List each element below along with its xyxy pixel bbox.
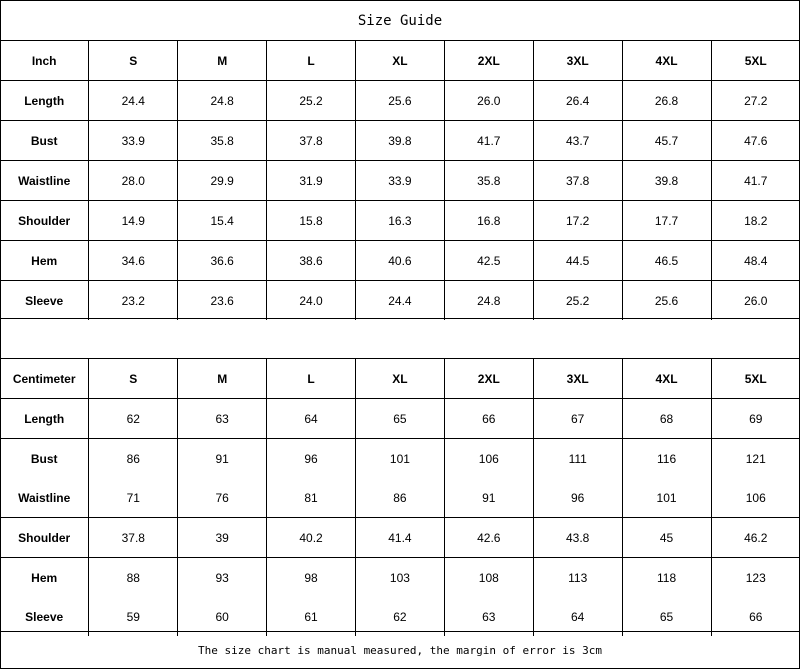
table-row	[0, 478, 800, 518]
measurement-value: 33.9	[356, 161, 445, 201]
size-chart-footnote: The size chart is manual measured, the margin of error is 3cm	[0, 631, 800, 670]
measurement-value: 25.2	[267, 81, 356, 121]
size-header: 3XL	[533, 359, 622, 399]
measurement-value: 67	[533, 399, 622, 439]
measurement-value: 91	[178, 439, 267, 479]
measurement-label: Length	[0, 81, 89, 121]
measurement-value: 15.4	[178, 201, 267, 241]
measurement-value: 111	[533, 439, 622, 479]
measurement-value: 38.6	[267, 241, 356, 281]
measurement-value: 40.6	[356, 241, 445, 281]
measurement-value: 39.8	[356, 121, 445, 161]
measurement-label: Shoulder	[0, 518, 89, 558]
measurement-value: 45	[622, 518, 711, 558]
measurement-value: 93	[178, 558, 267, 598]
measurement-value: 91	[444, 478, 533, 518]
measurement-value: 121	[711, 439, 800, 479]
measurement-value: 96	[267, 439, 356, 479]
measurement-value: 48.4	[711, 241, 800, 281]
measurement-value: 24.4	[89, 81, 178, 121]
measurement-value: 88	[89, 558, 178, 598]
measurement-value: 36.6	[178, 241, 267, 281]
measurement-value: 15.8	[267, 201, 356, 241]
section-divider	[0, 318, 800, 319]
measurement-value: 65	[622, 597, 711, 636]
table-row	[0, 121, 800, 161]
size-header: 4XL	[622, 359, 711, 399]
measurement-value: 66	[711, 597, 800, 636]
measurement-value: 26.0	[444, 81, 533, 121]
table-row	[0, 439, 800, 479]
measurement-value: 37.8	[533, 161, 622, 201]
measurement-value: 35.8	[178, 121, 267, 161]
centimeter-size-table	[0, 358, 800, 636]
measurement-label: Length	[0, 399, 89, 439]
table-row	[0, 161, 800, 201]
measurement-value: 47.6	[711, 121, 800, 161]
measurement-value: 35.8	[444, 161, 533, 201]
measurement-value: 69	[711, 399, 800, 439]
measurement-value: 106	[711, 478, 800, 518]
measurement-value: 45.7	[622, 121, 711, 161]
measurement-value: 34.6	[89, 241, 178, 281]
measurement-value: 62	[356, 597, 445, 636]
measurement-value: 116	[622, 439, 711, 479]
size-header: 5XL	[711, 359, 800, 399]
measurement-value: 59	[89, 597, 178, 636]
measurement-value: 98	[267, 558, 356, 598]
measurement-value: 103	[356, 558, 445, 598]
table-row	[0, 281, 800, 321]
measurement-value: 81	[267, 478, 356, 518]
size-header: S	[89, 41, 178, 81]
measurement-value: 28.0	[89, 161, 178, 201]
table-row	[0, 399, 800, 439]
size-header: 3XL	[533, 41, 622, 81]
measurement-value: 24.0	[267, 281, 356, 321]
measurement-value: 14.9	[89, 201, 178, 241]
unit-label: Inch	[0, 41, 89, 81]
size-header: S	[89, 359, 178, 399]
size-header: 2XL	[444, 41, 533, 81]
measurement-value: 41.4	[356, 518, 445, 558]
measurement-value: 62	[89, 399, 178, 439]
inch-size-table	[0, 40, 800, 320]
measurement-label: Shoulder	[0, 201, 89, 241]
measurement-value: 37.8	[267, 121, 356, 161]
measurement-value: 86	[89, 439, 178, 479]
measurement-value: 41.7	[711, 161, 800, 201]
table-header-row	[0, 359, 800, 399]
measurement-value: 16.3	[356, 201, 445, 241]
measurement-value: 118	[622, 558, 711, 598]
measurement-value: 24.8	[178, 81, 267, 121]
measurement-value: 24.4	[356, 281, 445, 321]
measurement-value: 108	[444, 558, 533, 598]
table-row	[0, 201, 800, 241]
measurement-label: Hem	[0, 241, 89, 281]
size-header: 4XL	[622, 41, 711, 81]
measurement-value: 43.8	[533, 518, 622, 558]
measurement-value: 25.6	[622, 281, 711, 321]
measurement-value: 101	[622, 478, 711, 518]
size-header: 2XL	[444, 359, 533, 399]
measurement-label: Hem	[0, 558, 89, 598]
measurement-value: 42.6	[444, 518, 533, 558]
measurement-value: 26.8	[622, 81, 711, 121]
measurement-value: 76	[178, 478, 267, 518]
measurement-value: 23.2	[89, 281, 178, 321]
measurement-value: 44.5	[533, 241, 622, 281]
unit-label: Centimeter	[0, 359, 89, 399]
measurement-value: 43.7	[533, 121, 622, 161]
measurement-value: 96	[533, 478, 622, 518]
measurement-value: 101	[356, 439, 445, 479]
measurement-value: 17.2	[533, 201, 622, 241]
measurement-value: 25.2	[533, 281, 622, 321]
measurement-value: 23.6	[178, 281, 267, 321]
measurement-value: 46.2	[711, 518, 800, 558]
measurement-value: 66	[444, 399, 533, 439]
table-header-row	[0, 41, 800, 81]
measurement-value: 60	[178, 597, 267, 636]
measurement-value: 31.9	[267, 161, 356, 201]
table-row	[0, 558, 800, 598]
measurement-value: 123	[711, 558, 800, 598]
measurement-value: 64	[267, 399, 356, 439]
measurement-value: 39.8	[622, 161, 711, 201]
measurement-label: Waistline	[0, 161, 89, 201]
measurement-value: 63	[444, 597, 533, 636]
measurement-value: 39	[178, 518, 267, 558]
measurement-value: 17.7	[622, 201, 711, 241]
measurement-label: Waistline	[18, 490, 71, 505]
measurement-value: 65	[356, 399, 445, 439]
measurement-label: Bust	[0, 121, 89, 161]
measurement-value: 68	[622, 399, 711, 439]
measurement-value: 41.7	[444, 121, 533, 161]
size-guide-title: Size Guide	[357, 13, 443, 29]
measurement-value: 16.8	[444, 201, 533, 241]
measurement-value: 26.4	[533, 81, 622, 121]
measurement-value: 26.0	[711, 281, 800, 321]
table-row	[0, 81, 800, 121]
measurement-value: 42.5	[444, 241, 533, 281]
measurement-value: 46.5	[622, 241, 711, 281]
measurement-value: 18.2	[711, 201, 800, 241]
size-header: XL	[356, 41, 445, 81]
size-header: L	[267, 359, 356, 399]
size-header: L	[267, 41, 356, 81]
measurement-value: 71	[89, 478, 178, 518]
measurement-value: 61	[267, 597, 356, 636]
measurement-value: 27.2	[711, 81, 800, 121]
size-header: M	[178, 359, 267, 399]
size-header: 5XL	[711, 41, 800, 81]
measurement-value: 29.9	[178, 161, 267, 201]
measurement-value: 33.9	[89, 121, 178, 161]
measurement-label: Sleeve	[0, 281, 89, 321]
measurement-value: 63	[178, 399, 267, 439]
size-header: XL	[356, 359, 445, 399]
measurement-label: Bust	[0, 439, 89, 479]
measurement-value: 25.6	[356, 81, 445, 121]
measurement-value: 24.8	[444, 281, 533, 321]
measurement-value: 106	[444, 439, 533, 479]
table-row	[0, 241, 800, 281]
table-row	[0, 518, 800, 558]
measurement-value: 64	[533, 597, 622, 636]
measurement-label: Sleeve	[25, 609, 64, 624]
size-header: M	[178, 41, 267, 81]
measurement-value: 40.2	[267, 518, 356, 558]
measurement-value: 86	[356, 478, 445, 518]
measurement-value: 113	[533, 558, 622, 598]
measurement-value: 37.8	[89, 518, 178, 558]
